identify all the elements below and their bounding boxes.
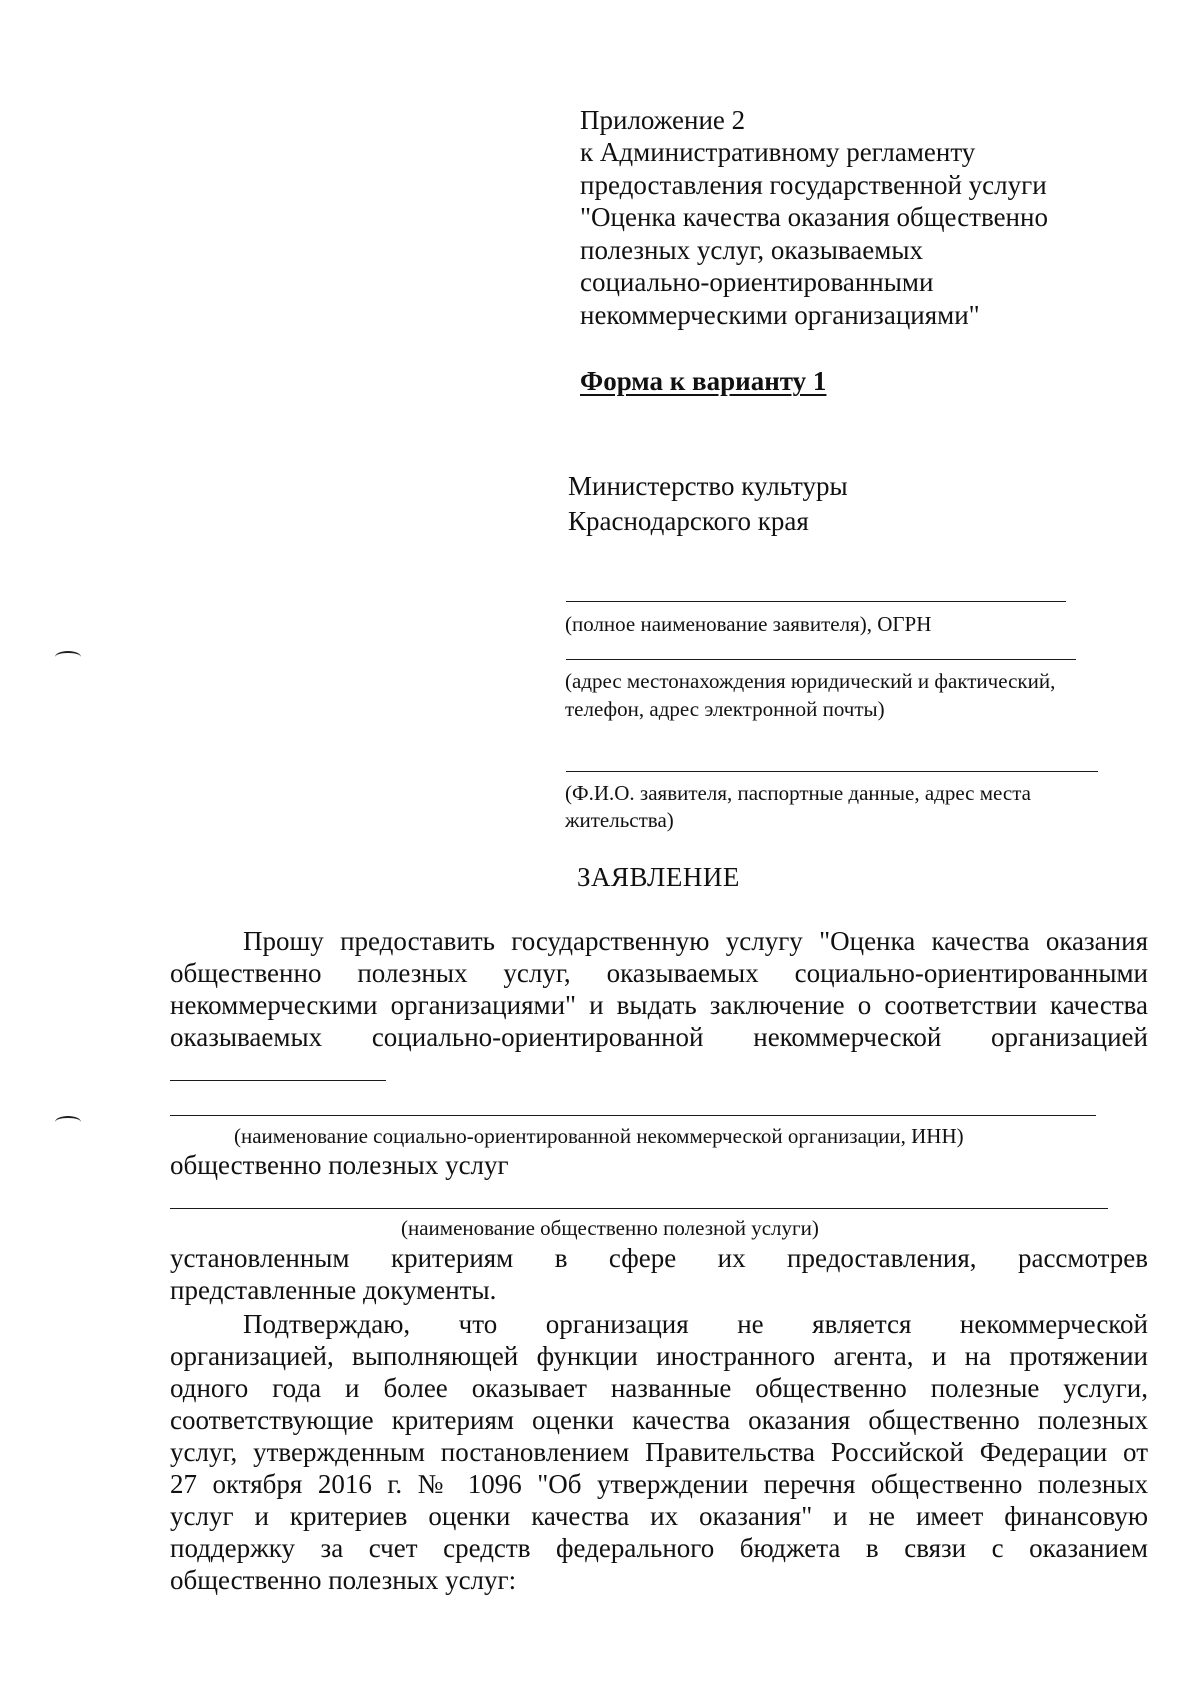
paragraph-line: общественно полезных услуг, оказываемых социально-ориентированными bbox=[170, 958, 1148, 988]
paragraph-line: Подтверждаю, что организация не является некоммерческой bbox=[243, 1309, 1148, 1339]
addressee-line: Краснодарского края bbox=[568, 506, 809, 536]
paragraph-line: одного года и более оказывает названные общественно полезные услуги, bbox=[170, 1373, 1148, 1403]
applicant-address-line bbox=[566, 659, 1076, 660]
header-line: Приложение 2 bbox=[580, 105, 746, 135]
header-line: предоставления государственной услуги bbox=[580, 170, 1047, 200]
paragraph-line: соответствующие критериям оценки качества оказания общественно полезных bbox=[170, 1405, 1148, 1435]
header-line: к Административному регламенту bbox=[580, 137, 976, 167]
applicant-name-caption: (полное наименование заявителя), ОГРН bbox=[565, 612, 932, 636]
person-caption-line: жительства) bbox=[565, 808, 674, 832]
person-caption-line: (Ф.И.О. заявителя, паспортные данные, адрес места bbox=[565, 781, 1031, 805]
org-name-line bbox=[170, 1115, 1096, 1116]
paragraph-line: Прошу предоставить государственную услугу "Оценка качества оказания bbox=[243, 926, 1148, 956]
document-title: ЗАЯВЛЕНИЕ bbox=[577, 862, 740, 892]
paragraph-line: установленным критериям в сфере их предоставления, рассмотрев bbox=[170, 1243, 1148, 1273]
applicant-person-line bbox=[566, 771, 1098, 772]
header-line: полезных услуг, оказываемых bbox=[580, 235, 923, 265]
paragraph-line: оказываемых социально-ориентированной некоммерческой организацией bbox=[170, 1022, 1148, 1052]
header-line: некоммерческими организациями" bbox=[580, 300, 980, 330]
paragraph-line: 27 октября 2016 г. № 1096 "Об утверждении перечня общественно полезных bbox=[170, 1469, 1148, 1499]
org-caption: (наименование социально-ориентированной некоммерческой организации, ИНН) bbox=[234, 1124, 964, 1148]
scan-mark bbox=[55, 651, 81, 663]
addressee-line: Министерство культуры bbox=[568, 471, 848, 501]
services-text: общественно полезных услуг bbox=[170, 1150, 509, 1180]
header-line: социально-ориентированными bbox=[580, 267, 934, 297]
paragraph-line: услуг, утвержденным постановлением Правительства Российской Федерации от bbox=[170, 1437, 1148, 1467]
address-caption-line: (адрес местонахождения юридический и фактический, bbox=[565, 669, 1056, 693]
paragraph-line: представленные документы. bbox=[170, 1275, 497, 1305]
paragraph-line: организацией, выполняющей функции иностранного агента, и на протяжении bbox=[170, 1341, 1148, 1371]
form-variant-label: Форма к варианту 1 bbox=[580, 366, 827, 396]
address-caption-line: телефон, адрес электронной почты) bbox=[565, 697, 885, 721]
service-name-line bbox=[170, 1208, 1108, 1209]
header-line: "Оценка качества оказания общественно bbox=[580, 202, 1048, 232]
paragraph-line: общественно полезных услуг: bbox=[170, 1565, 517, 1595]
paragraph-line: услуг и критериев оценки качества их оказания" и не имеет финансовую bbox=[170, 1501, 1148, 1531]
org-short-line bbox=[170, 1080, 386, 1081]
applicant-name-line bbox=[566, 601, 1066, 602]
paragraph-line: поддержку за счет средств федерального бюджета в связи с оказанием bbox=[170, 1533, 1148, 1563]
service-caption: (наименование общественно полезной услуги) bbox=[401, 1216, 819, 1240]
scan-mark bbox=[55, 1116, 81, 1128]
paragraph-line: некоммерческими организациями" и выдать заключение о соответствии качества bbox=[170, 990, 1148, 1020]
